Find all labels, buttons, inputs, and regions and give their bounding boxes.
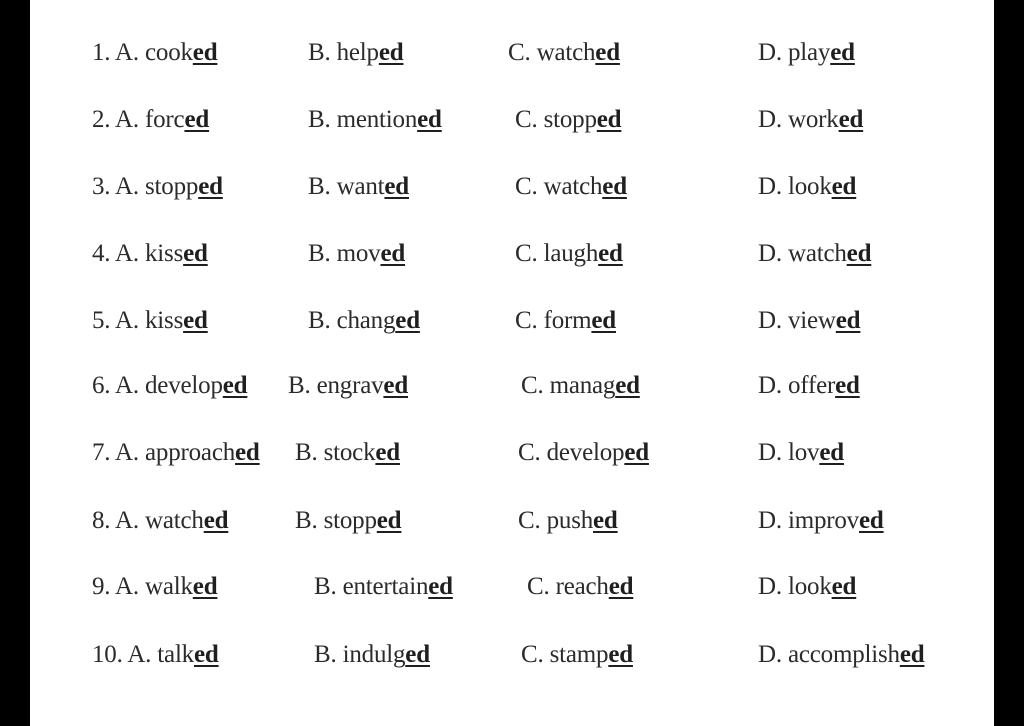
option-letter: C. xyxy=(515,240,538,267)
underlined-ending: ed xyxy=(831,573,857,600)
question-row-4 xyxy=(30,234,994,274)
option-letter: B. xyxy=(308,240,331,267)
option-letter: A. xyxy=(115,439,139,466)
underlined-ending: ed xyxy=(184,106,210,133)
option-b xyxy=(288,366,408,406)
underlined-ending: ed xyxy=(830,39,855,66)
word-stem: engrav xyxy=(316,372,384,399)
underlined-ending: ed xyxy=(192,39,218,66)
option-d xyxy=(758,301,860,341)
underlined-ending: ed xyxy=(383,372,409,399)
word-stem: kiss xyxy=(145,240,184,267)
question-number: 7. xyxy=(92,439,111,466)
option-c xyxy=(521,635,633,675)
question-number: 3. xyxy=(92,173,111,200)
word-stem: look xyxy=(787,573,832,600)
option-letter: B. xyxy=(288,372,311,399)
underlined-ending: ed xyxy=(593,507,618,534)
word-stem: cook xyxy=(145,39,193,66)
option-letter: A. xyxy=(115,240,139,267)
word-stem: stamp xyxy=(549,641,609,668)
underlined-ending: ed xyxy=(222,372,248,399)
option-c xyxy=(527,567,633,607)
option-letter: B. xyxy=(308,106,331,133)
underlined-ending: ed xyxy=(235,439,260,466)
word-stem: stopp xyxy=(543,106,597,133)
word-stem: lov xyxy=(787,439,820,466)
underlined-ending: ed xyxy=(846,240,872,267)
word-stem: manag xyxy=(549,372,616,399)
question-number: 1. xyxy=(92,39,111,66)
underlined-ending: ed xyxy=(838,106,864,133)
word-stem: look xyxy=(787,173,832,200)
word-stem: forc xyxy=(145,106,185,133)
question-row-10 xyxy=(30,635,994,675)
worksheet-page xyxy=(30,0,994,726)
word-stem: work xyxy=(787,106,839,133)
question-row-6 xyxy=(30,366,994,406)
word-stem: develop xyxy=(546,439,625,466)
option-b xyxy=(295,433,400,473)
option-letter: C. xyxy=(515,307,538,334)
underlined-ending: ed xyxy=(596,106,622,133)
option-letter: D. xyxy=(758,106,782,133)
option-letter: A. xyxy=(115,307,139,334)
option-c xyxy=(515,234,623,274)
underlined-ending: ed xyxy=(859,507,884,534)
word-stem: form xyxy=(543,307,592,334)
underlined-ending: ed xyxy=(595,39,620,66)
question-number: 4. xyxy=(92,240,111,267)
option-letter: C. xyxy=(518,507,541,534)
option-d xyxy=(758,234,871,274)
option-a xyxy=(92,501,228,541)
word-stem: improv xyxy=(787,507,859,534)
option-letter: D. xyxy=(758,173,782,200)
option-letter: D. xyxy=(758,573,782,600)
word-stem: play xyxy=(787,39,831,66)
option-letter: C. xyxy=(508,39,531,66)
word-stem: walk xyxy=(145,573,193,600)
word-stem: approach xyxy=(145,439,236,466)
option-b xyxy=(308,234,405,274)
option-b xyxy=(308,167,409,207)
word-stem: laugh xyxy=(543,240,599,267)
underlined-ending: ed xyxy=(376,507,402,534)
option-b xyxy=(314,567,453,607)
option-c xyxy=(515,301,616,341)
underlined-ending: ed xyxy=(608,641,633,668)
option-d xyxy=(758,433,844,473)
option-letter: A. xyxy=(115,507,139,534)
option-c xyxy=(508,33,620,73)
underlined-ending: ed xyxy=(591,307,616,334)
word-stem: stopp xyxy=(145,173,199,200)
option-b xyxy=(314,635,430,675)
underlined-ending: ed xyxy=(835,372,860,399)
option-c xyxy=(515,100,621,140)
option-b xyxy=(295,501,401,541)
question-number: 2. xyxy=(92,106,111,133)
underlined-ending: ed xyxy=(395,307,420,334)
question-number: 10. xyxy=(92,641,123,668)
option-a xyxy=(92,234,208,274)
word-stem: push xyxy=(546,507,594,534)
underlined-ending: ed xyxy=(203,507,229,534)
underlined-ending: ed xyxy=(428,573,453,600)
option-d xyxy=(758,100,863,140)
word-stem: watch xyxy=(543,173,603,200)
word-stem: help xyxy=(336,39,379,66)
question-row-3 xyxy=(30,167,994,207)
option-letter: B. xyxy=(308,39,331,66)
underlined-ending: ed xyxy=(194,641,219,668)
option-letter: A. xyxy=(115,372,139,399)
option-letter: C. xyxy=(515,106,538,133)
word-stem: want xyxy=(336,173,385,200)
option-a xyxy=(92,567,217,607)
word-stem: mention xyxy=(336,106,418,133)
word-stem: entertain xyxy=(342,573,429,600)
option-letter: B. xyxy=(295,439,318,466)
option-letter: A. xyxy=(127,641,152,668)
underlined-ending: ed xyxy=(183,240,208,267)
option-a xyxy=(92,301,208,341)
underlined-ending: ed xyxy=(378,39,404,66)
word-stem: indulg xyxy=(342,641,406,668)
underlined-ending: ed xyxy=(192,573,218,600)
word-stem: stopp xyxy=(323,507,377,534)
underlined-ending: ed xyxy=(615,372,640,399)
option-a xyxy=(92,433,260,473)
option-letter: C. xyxy=(527,573,550,600)
underlined-ending: ed xyxy=(375,439,400,466)
underlined-ending: ed xyxy=(198,173,223,200)
option-letter: B. xyxy=(314,641,337,668)
question-number: 8. xyxy=(92,507,111,534)
underlined-ending: ed xyxy=(602,173,627,200)
option-letter: A. xyxy=(115,573,139,600)
option-letter: B. xyxy=(295,507,318,534)
underlined-ending: ed xyxy=(819,439,844,466)
question-number: 9. xyxy=(92,573,111,600)
word-stem: accomplish xyxy=(787,641,900,668)
option-d xyxy=(758,33,855,73)
word-stem: mov xyxy=(336,240,381,267)
underlined-ending: ed xyxy=(405,641,430,668)
option-b xyxy=(308,301,420,341)
underlined-ending: ed xyxy=(183,307,208,334)
word-stem: talk xyxy=(157,641,194,668)
option-d xyxy=(758,366,860,406)
option-c xyxy=(515,167,627,207)
option-a xyxy=(92,100,209,140)
option-letter: D. xyxy=(758,39,782,66)
option-letter: D. xyxy=(758,372,782,399)
option-c xyxy=(518,501,618,541)
option-letter: B. xyxy=(314,573,337,600)
option-b xyxy=(308,33,403,73)
underlined-ending: ed xyxy=(598,240,623,267)
word-stem: reach xyxy=(555,573,609,600)
option-letter: C. xyxy=(518,439,541,466)
option-letter: B. xyxy=(308,173,331,200)
word-stem: watch xyxy=(145,507,204,534)
question-row-1 xyxy=(30,33,994,73)
underlined-ending: ed xyxy=(899,641,925,668)
underlined-ending: ed xyxy=(835,307,861,334)
option-b xyxy=(308,100,442,140)
word-stem: view xyxy=(787,307,836,334)
word-stem: chang xyxy=(336,307,396,334)
option-d xyxy=(758,501,884,541)
option-a xyxy=(92,167,223,207)
option-letter: D. xyxy=(758,240,782,267)
option-letter: D. xyxy=(758,507,782,534)
option-letter: A. xyxy=(115,173,139,200)
word-stem: watch xyxy=(787,240,847,267)
question-number: 6. xyxy=(92,372,111,399)
question-row-7 xyxy=(30,433,994,473)
option-letter: D. xyxy=(758,439,782,466)
option-letter: A. xyxy=(115,106,139,133)
option-letter: D. xyxy=(758,307,782,334)
option-a xyxy=(92,33,217,73)
option-d xyxy=(758,167,856,207)
option-a xyxy=(92,635,219,675)
word-stem: kiss xyxy=(145,307,184,334)
underlined-ending: ed xyxy=(384,173,409,200)
underlined-ending: ed xyxy=(831,173,857,200)
option-letter: D. xyxy=(758,641,782,668)
question-row-5 xyxy=(30,301,994,341)
question-row-8 xyxy=(30,501,994,541)
option-c xyxy=(518,433,649,473)
underlined-ending: ed xyxy=(624,439,649,466)
question-row-2 xyxy=(30,100,994,140)
option-a xyxy=(92,366,247,406)
option-letter: C. xyxy=(521,641,544,668)
option-d xyxy=(758,567,856,607)
underlined-ending: ed xyxy=(608,573,634,600)
option-letter: B. xyxy=(308,307,331,334)
word-stem: offer xyxy=(787,372,836,399)
option-letter: A. xyxy=(115,39,139,66)
word-stem: watch xyxy=(536,39,596,66)
option-d xyxy=(758,635,924,675)
underlined-ending: ed xyxy=(380,240,406,267)
word-stem: stock xyxy=(323,439,376,466)
option-letter: C. xyxy=(515,173,538,200)
word-stem: develop xyxy=(145,372,223,399)
option-c xyxy=(521,366,640,406)
question-number: 5. xyxy=(92,307,111,334)
underlined-ending: ed xyxy=(417,106,442,133)
question-row-9 xyxy=(30,567,994,607)
option-letter: C. xyxy=(521,372,544,399)
